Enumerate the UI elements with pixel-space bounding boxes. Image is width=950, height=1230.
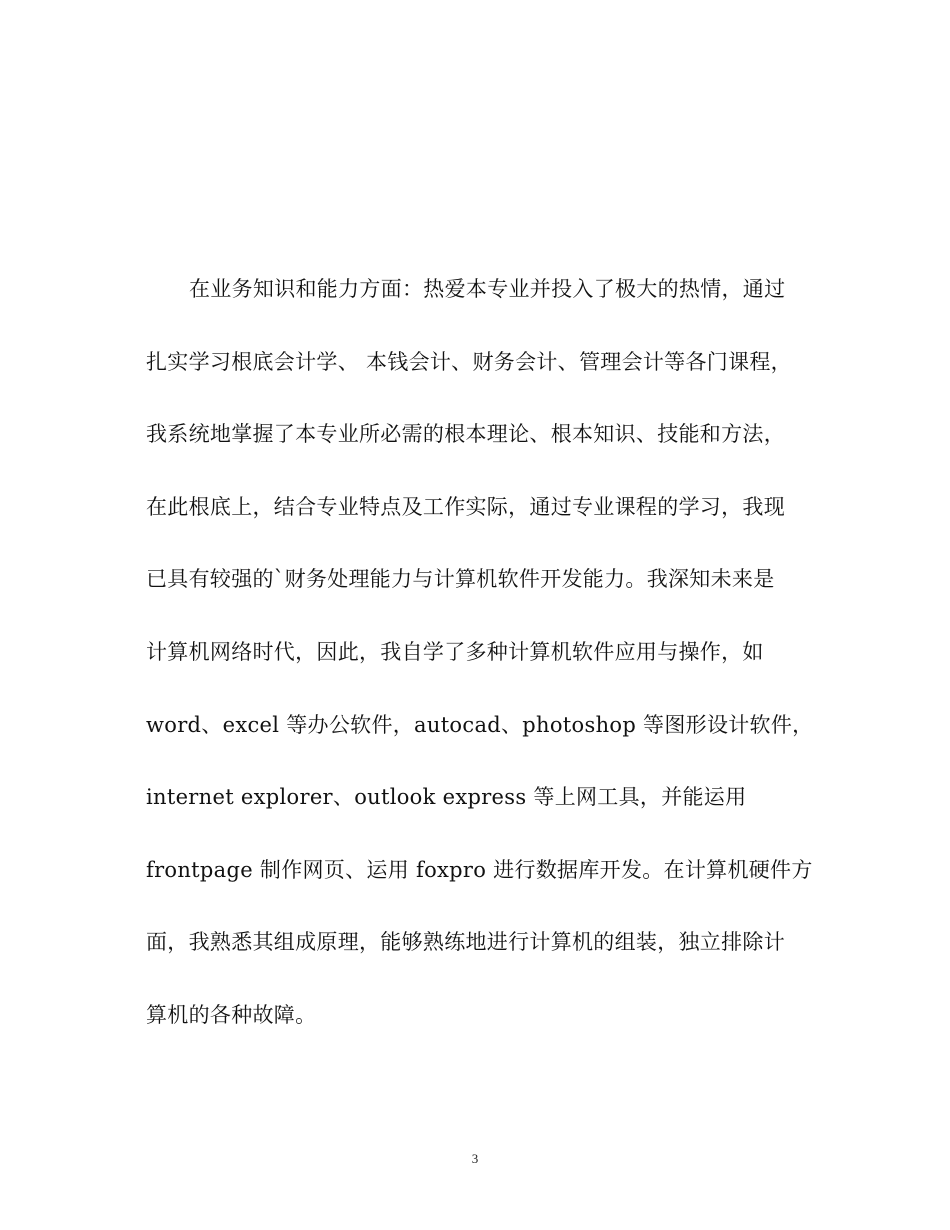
paragraph-line: internet explorer、outlook express 等上网工具，并能运用 <box>146 785 747 810</box>
paragraph-line: 已具有较强的`财务处理能力与计算机软件开发能力。我深知未来是 <box>146 567 775 592</box>
paragraph-line: 在此根底上，结合专业特点及工作实际，通过专业课程的学习，我现 <box>146 494 785 519</box>
paragraph-line: 我系统地掌握了本专业所必需的根本理论、根本知识、技能和方法， <box>146 422 785 447</box>
paragraph-line: 扎实学习根底会计学、 本钱会计、财务会计、管理会计等各门课程， <box>146 349 792 374</box>
paragraph-line: 算机的各种故障。 <box>146 1002 317 1027</box>
paragraph-line: frontpage 制作网页、运用 foxpro 进行数据库开发。在计算机硬件方 <box>146 857 813 882</box>
paragraph-line: 在业务知识和能力方面：热爱本专业并投入了极大的热情，通过 <box>189 277 786 301</box>
page-number: 3 <box>471 1151 479 1166</box>
paragraph-line: 面，我熟悉其组成原理，能够熟练地进行计算机的组装，独立排除计 <box>146 930 785 955</box>
paragraph-line: 计算机网络时代，因此，我自学了多种计算机软件应用与操作，如 <box>146 639 764 664</box>
paragraph-line: word、excel 等办公软件，autocad、photoshop 等图形设计软件， <box>146 712 814 737</box>
body-paragraph <box>146 268 814 1067</box>
